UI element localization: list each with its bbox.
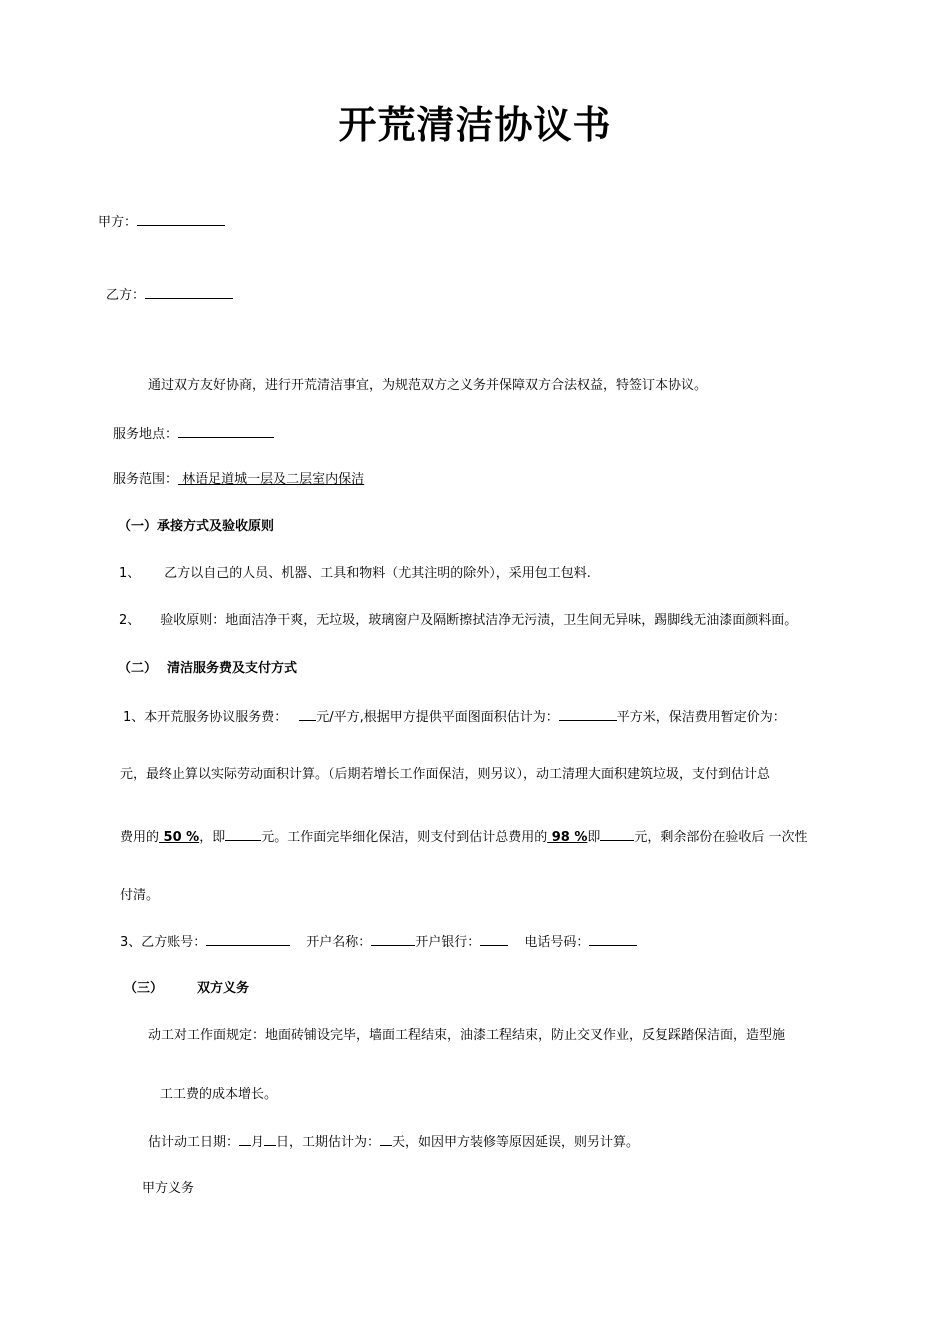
fee-text: 元/平方,根据甲方提供平面图面积估计为： [316, 710, 559, 725]
service-location-line [113, 424, 274, 444]
fee-text: 1、本开荒服务协议服务费： [123, 710, 288, 725]
document-title: 开荒清洁协议书 [338, 102, 612, 147]
fee-line-1 [123, 707, 786, 727]
service-location-blank[interactable] [178, 424, 274, 438]
party-a-blank[interactable] [137, 212, 225, 226]
account-blank[interactable] [206, 932, 290, 946]
area-blank[interactable] [559, 707, 617, 721]
fee-text: 费用的 [120, 830, 160, 845]
section1-heading: （一）承接方式及验收原则 [118, 519, 275, 534]
section-title: 清洁服务费及支付方式 [167, 661, 298, 676]
section-number: （三） [124, 981, 164, 996]
second-payment-percent: 98 % [547, 830, 588, 845]
fee-line-3 [120, 827, 808, 847]
section-title: 双方义务 [197, 981, 250, 996]
party-a-label: 甲方： [98, 215, 138, 230]
item-number: 1、 [119, 566, 141, 581]
service-location-label: 服务地点： [113, 427, 179, 442]
fee-line-4: 付清。 [120, 888, 160, 903]
second-payment-blank[interactable] [600, 827, 634, 841]
duties-line-1: 动工对工作面规定：地面砖铺设完毕，墙面工程结束，油漆工程结束，防止交叉作业，反复踩踏保洁面，造型施 [148, 1028, 786, 1043]
party-a-line [98, 212, 225, 232]
section1-item1 [119, 565, 591, 583]
bank-blank[interactable] [480, 932, 508, 946]
day-blank[interactable] [264, 1132, 276, 1146]
item-text: 验收原则：地面洁净干爽，无垃圾，玻璃窗户及隔断擦拭洁净无污渍，卫生间无异味，踢脚线无油漆面颜料面。 [160, 613, 798, 628]
start-date-label: 估计动工日期： [148, 1135, 240, 1150]
duration-label: 日，工期估计为： [276, 1135, 381, 1150]
section2-heading [118, 660, 297, 678]
first-payment-blank[interactable] [225, 827, 261, 841]
delay-text: 天，如因甲方装修等原因延误，则另计算。 [392, 1135, 640, 1150]
service-scope-line [113, 471, 364, 489]
account-name-label: 开户名称： [306, 935, 372, 950]
fee-text: ，即 [199, 830, 226, 845]
days-blank[interactable] [380, 1132, 392, 1146]
duties-line-2: 工工费的成本增长。 [160, 1087, 278, 1102]
party-b-line [106, 285, 233, 305]
account-name-blank[interactable] [371, 932, 415, 946]
fee-text: 元，剩余部份在验收后 一次性 [634, 830, 808, 845]
fee-text: 即 [587, 830, 601, 845]
start-date-line [148, 1132, 639, 1152]
service-scope-label: 服务范围： [113, 472, 179, 487]
phone-blank[interactable] [589, 932, 637, 946]
party-a-duties-heading: 甲方义务 [142, 1181, 195, 1196]
section1-item2 [119, 612, 797, 630]
fee-text: 元。工作面完毕细化保洁，则支付到估计总费用的 [261, 830, 548, 845]
bank-label: 开户银行： [415, 935, 481, 950]
fee-text: 平方米，保洁费用暂定价为： [616, 710, 786, 725]
account-line [120, 932, 637, 952]
party-b-label: 乙方： [106, 288, 146, 303]
party-b-blank[interactable] [145, 285, 233, 299]
phone-label: 电话号码： [524, 935, 590, 950]
section-number: （二） [118, 661, 158, 676]
month-label: 月 [251, 1135, 265, 1150]
month-blank[interactable] [239, 1132, 251, 1146]
service-scope-value: 林语足道城一层及二层室内保洁 [178, 472, 365, 487]
item-text: 乙方以自己的人员、机器、工具和物料（尤其注明的除外），采用包工包料. [164, 566, 591, 581]
fee-line-2: 元，最终止算以实际劳动面积计算。（后期若增长工作面保洁，则另议），动工清理大面积建筑垃圾，支付到估计总 [120, 767, 771, 782]
item-number: 2、 [119, 613, 141, 628]
unit-price-blank[interactable] [299, 707, 316, 721]
account-label: 3、乙方账号： [120, 935, 207, 950]
first-payment-percent: 50 % [159, 830, 200, 845]
intro-paragraph: 通过双方友好协商，进行开荒清洁事宜，为规范双方之义务并保障双方合法权益，特签订本协议。 [148, 378, 708, 393]
section3-heading [124, 980, 249, 998]
